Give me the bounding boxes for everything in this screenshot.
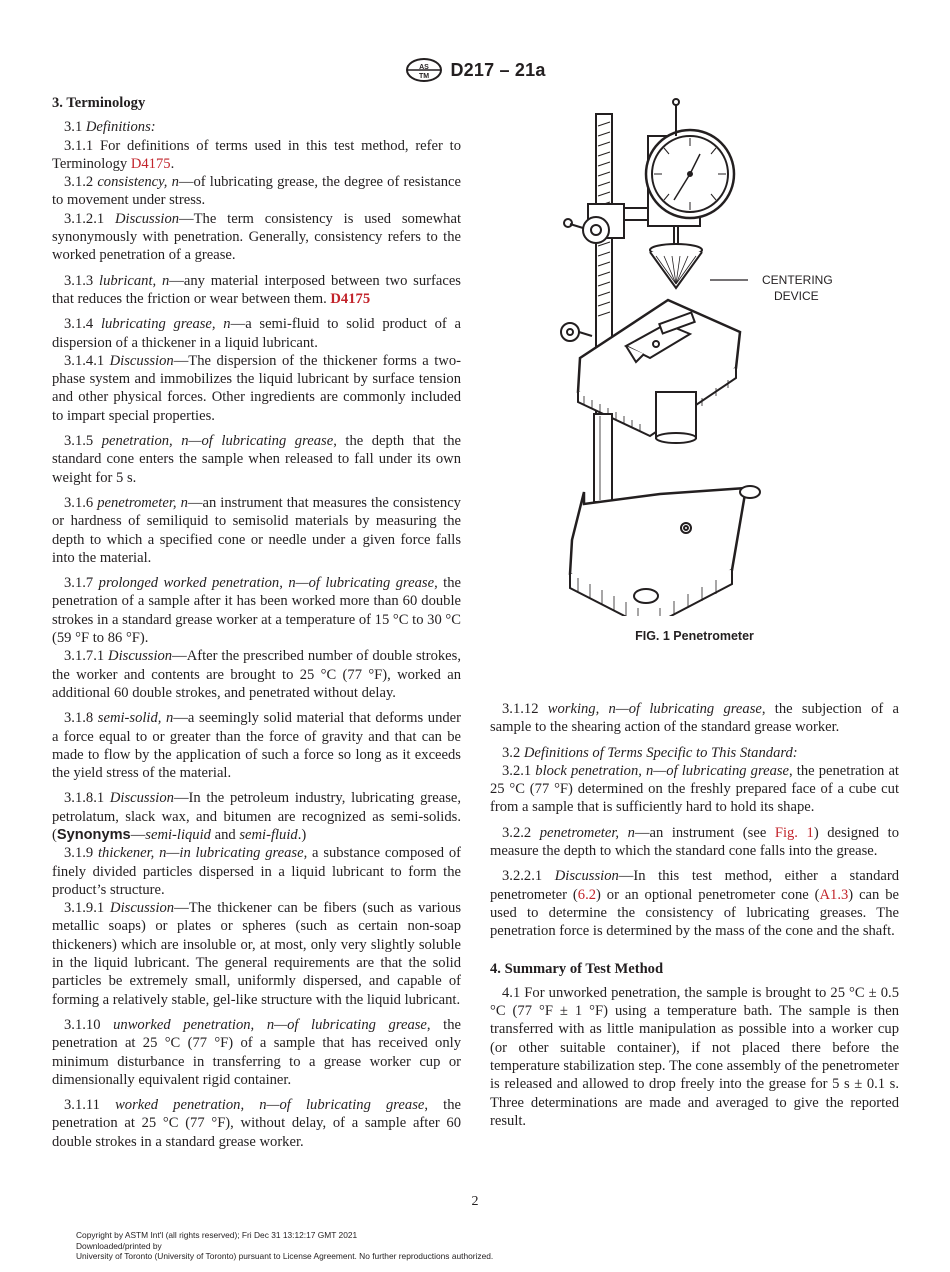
paragraph-3-2: 3.2 Definitions of Terms Specific to This Standard: — [502, 744, 798, 761]
link-a1-3[interactable]: A1.3 — [819, 886, 849, 903]
paragraph-3-1-7: 3.1.7 prolonged worked penetration, n—of lubricating grease, the penetration of a sample after it has been worked more than 60 double strokes in a standard grease worker at a temperature of 15 °C to 30 °C (59 °F to 86 °F). — [52, 575, 461, 647]
page-header — [0, 56, 950, 84]
paragraph-3-1-2-1: 3.1.2.1 Discussion—The term consistency is used somewhat synonymously with penetration. Generally, consistency refers to the worked penetration of a grease. — [52, 210, 462, 264]
paragraph-3-1-8: 3.1.8 semi-solid, n—a seemingly solid material that deforms under a force equal to or greater than the force of gravity and that can be made to flow by the application of such a force so long as it exceeds the yield stress of the material. — [52, 710, 461, 782]
paragraph-3-1-2: 3.1.2 consistency, n—of lubricating grease, the degree of resistance to movement under stress. — [52, 174, 461, 209]
paragraph-3-1-8-1: 3.1.8.1 Discussion—In the petroleum industry, lubricating grease, petrolatum, slack wax, and bitumen are recognized as semi-solids. (Synonyms—semi-liquid and semi-fluid.) — [52, 790, 462, 843]
paragraph-3-1-6: 3.1.6 penetrometer, n—an instrument that measures the consistency or hardness of semiliquid to semisolid materials by measuring the depth to which a specified cone or needle under a given force falls into the material. — [52, 494, 461, 566]
paragraph-3-1-4: 3.1.4 lubricating grease, n—a semi-fluid to solid product of a dispersion of a thickener in a liquid lubricant. — [52, 316, 462, 351]
paragraph-3-2-1: 3.2.1 block penetration, n—of lubricating grease, the penetration at 25 °C (77 °F) determined on the freshly prepared face of a cube cut from a sample that is sufficiently hard to hold its shape. — [490, 762, 899, 816]
paragraph-3-1-9: 3.1.9 thickener, n—in lubricating grease, a substance composed of finely divided particles dispersed in a liquid lubricant to form the product’s structure. — [52, 845, 461, 898]
paragraph-3-1: 3.1 Definitions: — [64, 119, 156, 136]
section-heading-terminology: 3. Terminology — [52, 95, 146, 111]
paragraph-3-1-11: 3.1.11 worked penetration, n—of lubricating grease, the penetration at 25 °C (77 °F), without delay, of a sample after 60 double strokes in a standard grease worker. — [52, 1097, 461, 1150]
standard-code: D217 – 21a — [450, 59, 546, 80]
left-column — [52, 94, 461, 1151]
paragraph-3-1-7-1: 3.1.7.1 Discussion—After the prescribed number of double strokes, the worker and contents are brought to 25 °C (77 °F), worked an additional 60 double strokes, and penetrated without delay. — [52, 648, 461, 701]
paragraph-3-1-10: 3.1.10 unworked penetration, n—of lubricating grease, the penetration at 25 °C (77 °F) of a sample that has received only minimum disturbance in transferring to a grease worker cup or dimensionally equivalent rigid container. — [52, 1016, 461, 1088]
paragraph-3-1-9-1: 3.1.9.1 Discussion—The thickener can be fibers (such as various metallic soaps) or plates or spheres (such as certain non-soap thickeners) which are insoluble or, at most, only very slightly soluble in the liquid lubricant. The general requirements are that the solid particles be extremely small, uniformly dispersed, and capable of forming a relatively stable, gel-like structure with the liquid lubricant. — [52, 900, 461, 1008]
svg-text:AS: AS — [419, 64, 430, 71]
footer-line-3: University of Toronto (University of Toronto) pursuant to License Agreement. No further reproductions authorized. — [76, 1251, 494, 1261]
paragraph-3-2-2-1: 3.2.2.1 Discussion—In this test method, either a standard penetrometer (6.2) or an optional penetrometer cone (A1.3) can be used to determine the consistency of lubricating greases. The penetration force is determined by the mass of the cone and the shaft. — [490, 868, 900, 940]
section-heading-summary: 4. Summary of Test Method — [490, 960, 664, 977]
link-d4175[interactable]: D4175 — [130, 155, 171, 172]
paragraph-3-1-3: 3.1.3 lubricant, n—any material interposed between two surfaces that reduces the friction or wear between them. D4175 — [52, 272, 461, 307]
svg-text:TM: TM — [419, 73, 430, 80]
link-6-2[interactable]: 6.2 — [577, 886, 597, 903]
link-fig-1[interactable]: Fig. 1 — [774, 824, 814, 841]
right-column — [490, 700, 899, 1130]
penetrometer-illustration — [540, 96, 870, 616]
callout-line-2: DEVICE — [774, 289, 819, 303]
callout-line-1: CENTERING — [762, 273, 833, 287]
paragraph-4-1: 4.1 For unworked penetration, the sample is brought to 25 °C ± 0.5 °C (77 °F ± 1 °F) using a temperature bath. The sample is then transferred with as little manipulation as possible into a worker cup (or other suitable container), if not placed there before the temperature stabilization step. The cone assembly of the penetrometer is released and allowed to drop freely into the grease for 5 s ± 0.1 s. Three determinations are made and averaged to give the reported result. — [490, 984, 899, 1129]
paragraph-3-2-2: 3.2.2 penetrometer, n—an instrument (see Fig. 1) designed to measure the depth to which the standard cone falls into the grease. — [490, 824, 900, 860]
paragraph-3-1-5: 3.1.5 penetration, n—of lubricating grease, the depth that the standard cone enters the sample when released to fall under its own weight for 5 s. — [52, 433, 461, 486]
paragraph-3-1-1: 3.1.1 For definitions of terms used in this test method, refer to Terminology D4175. — [52, 137, 461, 172]
footer-line-1: Copyright by ASTM Int'l (all rights reserved); Fri Dec 31 13:12:17 GMT 2021 — [76, 1230, 358, 1240]
paragraph-3-1-12: 3.1.12 working, n—of lubricating grease, the subjection of a sample to the shearing action of the standard grease worker. — [490, 701, 899, 736]
link-d4175-ref[interactable]: D4175 — [330, 290, 371, 307]
figure-caption: FIG. 1 Penetrometer — [635, 629, 754, 643]
footer-line-2: Downloaded/printed by — [76, 1240, 162, 1251]
paragraph-3-1-4-1: 3.1.4.1 Discussion—The dispersion of the thickener forms a two-phase system and immobilizes the liquid lubricant by surface tension and other physical forces. Other ingredients are commonly included to impart special properties. — [52, 352, 462, 424]
page-number: 2 — [471, 1194, 479, 1209]
copyright-footer — [76, 1230, 493, 1262]
astm-logo-icon — [404, 57, 444, 83]
